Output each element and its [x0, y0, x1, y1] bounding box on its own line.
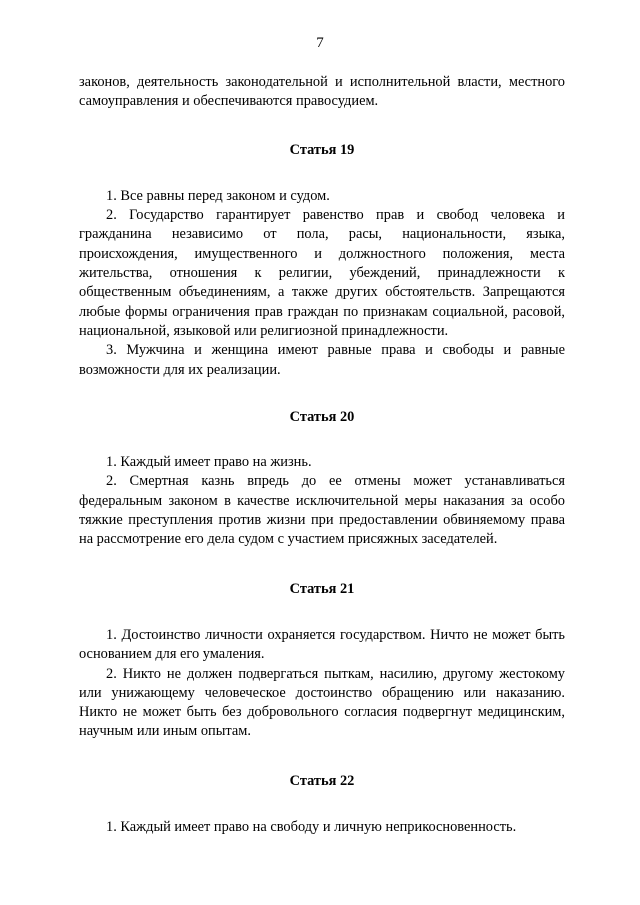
- intro-paragraph: законов, деятельность законодательной и исполнительной власти, местного самоуправления и обеспечиваются правосудием.: [79, 74, 565, 110]
- article-21-paragraph-1: 1. Достоинство личности охраняется государством. Ничто не может быть основанием для его умаления.: [79, 626, 565, 663]
- article-22-paragraph-1: 1. Каждый имеет право на свободу и личную неприкосновенность.: [106, 819, 517, 836]
- article-22-heading: Статья 22: [289, 772, 355, 789]
- article-21-paragraph-2: 2. Никто не должен подвергаться пыткам, насилию, другому жестокому или унижающему человеческое достоинство обращению или наказанию. Никто не может быть без добровольного согласия подвергнут медицинским, научным или иным опытам.: [79, 665, 565, 740]
- article-20-heading: Статья 20: [289, 408, 355, 425]
- document-body: [79, 73, 565, 837]
- article-19-heading: Статья 19: [289, 141, 355, 158]
- article-20-paragraph-1: 1. Каждый имеет право на жизнь.: [106, 454, 312, 471]
- article-20-paragraph-2: 2. Смертная казнь впредь до ее отмены может устанавливаться федеральным законом в качестве исключительной меры наказания за особо тяжкие преступления против жизни при предоставлении обвиняемому права на рассмотрение его дела судом с участием присяжных заседателей.: [79, 473, 565, 548]
- article-19-paragraph-2: 2. Государство гарантирует равенство прав и свобод человека и гражданина независимо от пола, расы, национальности, языка, происхождения, имущественного и должностного положения, места жительства, отношения к религии, убеждений, принадлежности к общественным объединениям, а также других обстоятельств. Запрещаются любые формы ограничения прав граждан по признакам социальной, расовой, национальной, языковой или религиозной принадлежности.: [79, 207, 565, 339]
- article-19-paragraph-3: 3. Мужчина и женщина имеют равные права и свободы и равные возможности для их реализации.: [79, 342, 565, 378]
- page-number: 7: [316, 35, 324, 51]
- article-19-paragraph-1: 1. Все равны перед законом и судом.: [106, 187, 330, 204]
- article-21-heading: Статья 21: [289, 580, 355, 597]
